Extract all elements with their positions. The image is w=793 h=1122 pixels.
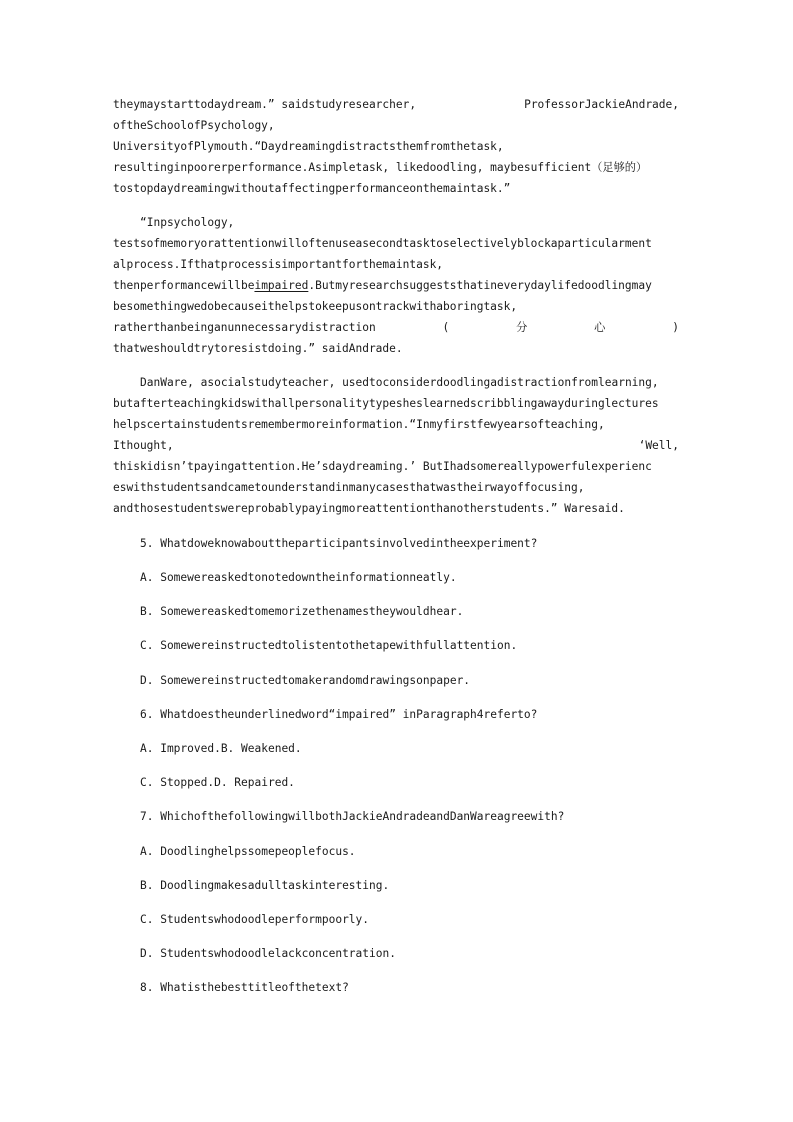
p2-line-4-start: thenperformancewillbe [113,279,255,292]
p3-line-6: eswithstudentsandcametounderstandinmanycasesthatwastheirwayoffocusing, [113,481,585,494]
p1-line-2: oftheSchoolofPsychology, [113,119,275,132]
question-5-option-b: B. Somewereaskedtomemorizethenamestheywouldhear. [140,605,464,618]
p2-line-6-char-1: 分 [516,321,528,334]
question-5-option-c: C. Somewereinstructedtolistentothetapewithfullattention. [140,639,518,652]
p3-line-3: helpscertainstudentsremembermoreinformation.“Inmyfirstfewyearsofteaching, [113,418,605,431]
underlined-word: impaired [254,279,309,292]
p2-line-2: testsofmemoryorattentionwilloftenuseasecondtasktoselectivelyblockaparticularment [113,237,652,250]
p2-line-1: “Inpsychology, [140,216,235,229]
question-7-option-a: A. Doodlinghelpssomepeoplefocus. [140,845,356,858]
question-6-options-ab: A. Improved.B. Weakened. [140,742,302,755]
question-5-option-a: A. Somewereaskedtonotedowntheinformationneatly. [140,571,457,584]
p2-line-5: besomethingwedobecauseithelpstokeepusontrackwithaboringtask, [113,300,518,313]
p3-line-7: andthosestudentswereprobablypayingmoreattentionthanotherstudents.” Waresaid. [113,502,625,515]
p2-line-3: alprocess.Ifthatprocessisimportantforthemaintask, [113,258,444,271]
p1-line-1 [113,98,679,112]
p3-line-4-right: ‘Well, [638,439,679,452]
p3-line-2: butafterteachingkidswithallpersonalitytypesheslearnedscribblingawayduringlectures [113,397,659,410]
question-7-stem: 7. WhichofthefollowingwillbothJackieAndradeandDanWareagreewith? [140,810,565,823]
question-5-option-d: D. Somewereinstructedtomakerandomdrawingsonpaper. [140,674,471,687]
p2-line-6-close-paren: ) [672,321,679,334]
p2-line-4 [113,279,679,293]
question-6-stem: 6. Whatdoestheunderlinedword“impaired” inParagraph4referto? [140,708,538,721]
p1-line-4: resultinginpoorerperformance.Asimpletask, likedoodling, maybesufficient（足够的） [113,161,648,174]
p2-line-6-open-paren: ( [442,321,450,334]
p2-line-7: thatweshouldtrytoresistdoing.” saidAndrade. [113,342,403,355]
question-7-option-c: C. Studentswhodoodleperformpoorly. [140,913,370,926]
p3-line-4-left: Ithought, [113,439,174,452]
p1-line-3: UniversityofPlymouth.“Daydreamingdistractsthemfromthetask, [113,140,504,153]
question-7-option-d: D. Studentswhodoodlelackconcentration. [140,947,396,960]
p3-line-1: DanWare, asocialstudyteacher, usedtoconsiderdoodlingadistractionfromlearning, [140,376,659,389]
p3-line-5: thiskidisn’tpayingattention.He’sdaydreaming.’ ButIhadsomereallypowerfulexperienc [113,460,652,473]
p3-line-4 [113,439,679,453]
p2-line-6 [113,321,679,335]
p2-line-6-text: ratherthanbeinganunnecessarydistraction [113,321,376,334]
p1-line-1-right: ProfessorJackieAndrade, [524,98,679,111]
p2-line-4-end: .Butmyresearchsuggeststhatineverydaylifedoodlingmay [308,279,652,292]
question-7-option-b: B. Doodlingmakesadulltaskinteresting. [140,879,390,892]
question-8-stem: 8. Whatisthebesttitleofthetext? [140,981,349,994]
question-5-stem: 5. Whatdoweknowabouttheparticipantsinvolvedintheexperiment? [140,537,538,550]
question-6-options-cd: C. Stopped.D. Repaired. [140,776,295,789]
p2-line-6-char-2: 心 [594,321,606,334]
p1-line-5: tostopdaydreamingwithoutaffectingperformanceonthemaintask.” [113,182,511,195]
p1-line-1-left: theymaystarttodaydream.” saidstudyresearcher, [113,98,417,111]
